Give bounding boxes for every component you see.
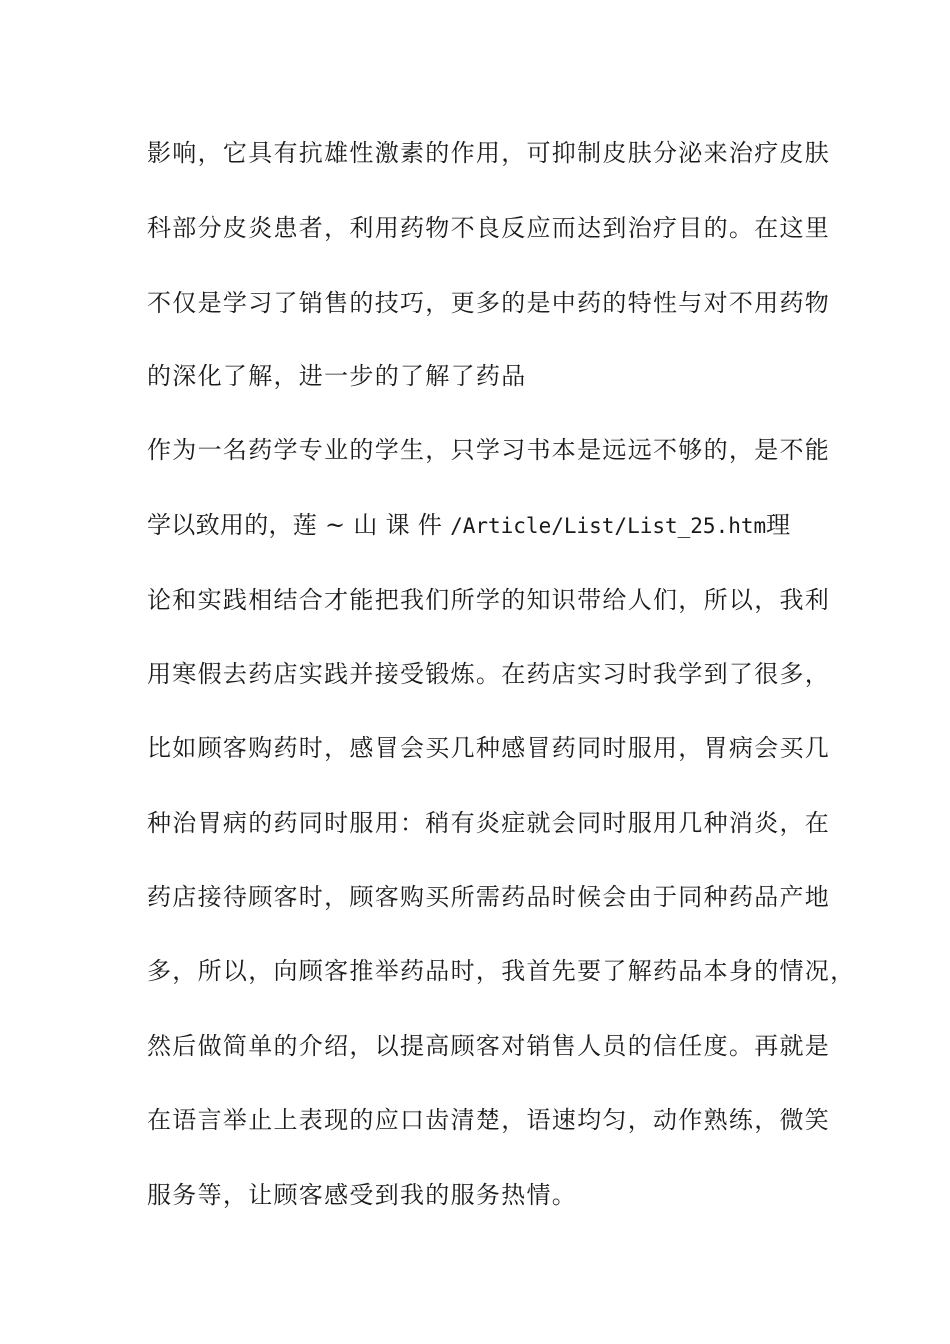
paragraph-2-line-1: 作为一名药学专业的学生，只学习书本是远远不够的，是不能 bbox=[147, 436, 831, 464]
paragraph-2-line-4: 用寒假去药店实践并接受锻炼。在药店实习时我学到了很多， bbox=[147, 660, 831, 688]
paragraph-1-line-2: 科部分皮炎患者，利用药物不良反应而达到治疗目的。在这里 bbox=[147, 214, 831, 242]
paragraph-1-line-4: 的深化了解，进一步的了解了药品 bbox=[147, 362, 527, 390]
line-prefix-text: 学以致用的，莲 ~ 山 课 件 bbox=[147, 511, 451, 539]
paragraph-2-line-6: 种治胃病的药同时服用：稍有炎症就会同时服用几种消炎，在 bbox=[147, 809, 831, 837]
paragraph-1-line-1: 影响，它具有抗雄性激素的作用，可抑制皮肤分泌来治疗皮肤 bbox=[147, 139, 831, 167]
article-url-text: /Article/List/List_25.htm bbox=[450, 514, 767, 538]
paragraph-2-line-8: 多，所以，向顾客推举药品时，我首先要了解药品本身的情况， bbox=[147, 957, 856, 985]
paragraph-2-line-11: 服务等，让顾客感受到我的服务热情。 bbox=[147, 1181, 578, 1209]
paragraph-1-line-3: 不仅是学习了销售的技巧，更多的是中药的特性与对不用药物 bbox=[147, 289, 831, 317]
paragraph-2-line-3: 论和实践相结合才能把我们所学的知识带给人们，所以，我利 bbox=[147, 586, 831, 614]
paragraph-2-line-7: 药店接待顾客时，顾客购买所需药品时候会由于同种药品产地 bbox=[147, 883, 831, 911]
paragraph-2-line-2 bbox=[147, 510, 827, 541]
paragraph-2-line-5: 比如顾客购药时，感冒会买几种感冒药同时服用，胃病会买几 bbox=[147, 734, 831, 762]
paragraph-2-line-10: 在语言举止上表现的应口齿清楚，语速均匀，动作熟练，微笑 bbox=[147, 1106, 831, 1134]
line-suffix-text: 理 bbox=[766, 511, 791, 539]
paragraph-2-line-9: 然后做简单的介绍，以提高顾客对销售人员的信任度。再就是 bbox=[147, 1032, 831, 1060]
